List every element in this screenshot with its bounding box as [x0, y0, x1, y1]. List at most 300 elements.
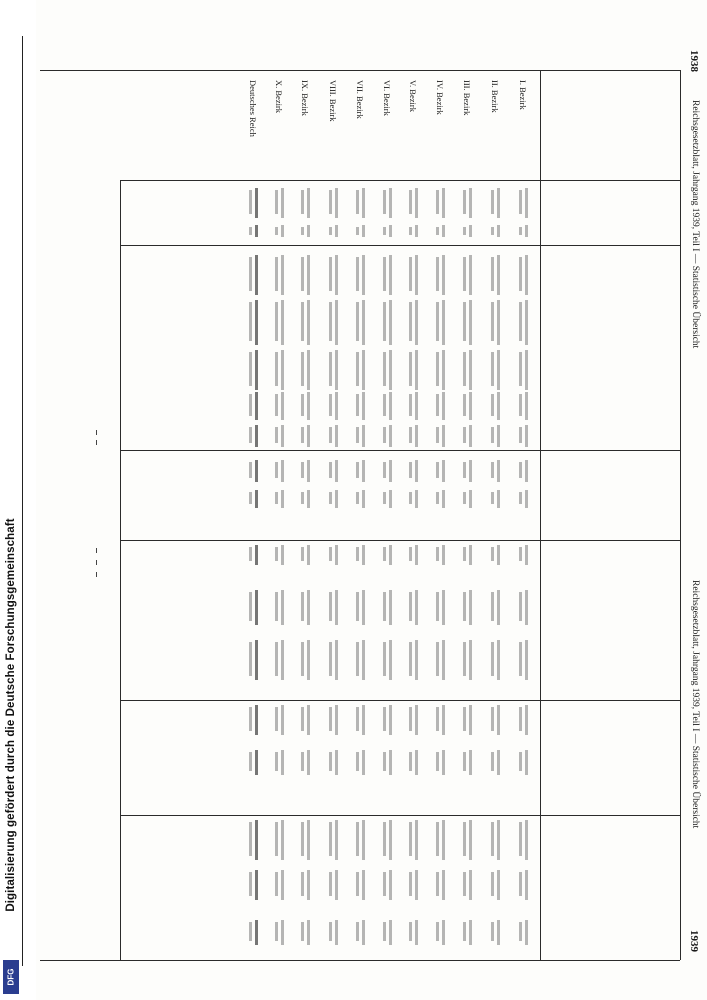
- table-cell: [389, 300, 392, 345]
- table-cell: [335, 750, 338, 775]
- table-cell: [463, 190, 466, 214]
- table-cell: [362, 705, 365, 735]
- table-cell: [281, 820, 284, 860]
- table-cell: [442, 870, 445, 900]
- table-cell: [356, 352, 359, 386]
- table-cell: [497, 392, 500, 420]
- table-cell: [335, 460, 338, 482]
- table-cell: [463, 922, 466, 941]
- table-cell: [255, 590, 258, 625]
- table-cell: [275, 427, 278, 443]
- table-cell: [307, 590, 310, 625]
- table-cell: [497, 225, 500, 237]
- margin-tick: [96, 440, 97, 445]
- table-cell: [307, 300, 310, 345]
- table-cell: [519, 257, 522, 291]
- table-cell: [469, 750, 472, 775]
- table-cell: [497, 705, 500, 735]
- table-cell: [356, 872, 359, 896]
- table-cell: [519, 592, 522, 621]
- table-cell: [275, 352, 278, 386]
- table-cell: [329, 707, 332, 731]
- table-cell: [469, 392, 472, 420]
- section-rule-4: [120, 540, 680, 541]
- table-cell: [519, 394, 522, 416]
- row-heading: X. Bezirk: [274, 80, 284, 114]
- table-cell: [249, 707, 252, 731]
- table-cell: [491, 352, 494, 386]
- table-cell: [409, 922, 412, 941]
- table-cell: [249, 227, 252, 235]
- table-cell: [275, 547, 278, 561]
- table-cell: [442, 350, 445, 390]
- table-cell: [463, 872, 466, 896]
- table-cell: [329, 492, 332, 504]
- table-cell: [362, 350, 365, 390]
- table-cell: [463, 822, 466, 856]
- table-cell: [275, 707, 278, 731]
- table-cell: [281, 870, 284, 900]
- table-cell: [519, 922, 522, 941]
- table-cell: [307, 820, 310, 860]
- table-cell: [362, 870, 365, 900]
- table-cell: [249, 592, 252, 621]
- table-cell: [415, 545, 418, 565]
- table-cell: [469, 300, 472, 345]
- table-cell: [249, 427, 252, 443]
- table-cell: [497, 300, 500, 345]
- table-cell: [409, 752, 412, 771]
- table-cell: [307, 705, 310, 735]
- table-cell: [362, 392, 365, 420]
- table-cell: [415, 870, 418, 900]
- table-cell: [301, 394, 304, 416]
- table-cell: [519, 352, 522, 386]
- table-cell: [356, 922, 359, 941]
- table-cell: [519, 872, 522, 896]
- table-cell: [491, 547, 494, 561]
- table-cell: [329, 394, 332, 416]
- table-cell: [249, 190, 252, 214]
- table-cell: [415, 590, 418, 625]
- table-cell: [362, 425, 365, 447]
- table-cell: [329, 922, 332, 941]
- table-cell: [469, 188, 472, 218]
- table-cell: [525, 425, 528, 447]
- table-cell: [389, 255, 392, 295]
- table-cell: [415, 350, 418, 390]
- table-cell: [389, 750, 392, 775]
- table-cell: [301, 547, 304, 561]
- table-cell: [307, 350, 310, 390]
- table-cell: [255, 820, 258, 860]
- stub-divider: [540, 70, 541, 960]
- table-cell: [383, 752, 386, 771]
- table-cell: [389, 225, 392, 237]
- table-cell: [409, 872, 412, 896]
- table-cell: [383, 492, 386, 504]
- table-cell: [491, 492, 494, 504]
- section-rule-5: [120, 700, 680, 701]
- table-cell: [415, 255, 418, 295]
- table-cell: [463, 642, 466, 676]
- margin-tick: [96, 560, 97, 565]
- table-cell: [491, 427, 494, 443]
- table-cell: [519, 752, 522, 771]
- table-cell: [415, 820, 418, 860]
- table-cell: [389, 350, 392, 390]
- table-cell: [335, 490, 338, 508]
- table-cell: [383, 642, 386, 676]
- table-cell: [335, 188, 338, 218]
- table-cell: [409, 822, 412, 856]
- row-heading: IX. Bezirk: [300, 80, 310, 116]
- table-cell: [409, 427, 412, 443]
- table-cell: [436, 462, 439, 478]
- table-cell: [519, 642, 522, 676]
- table-cell: [249, 642, 252, 676]
- table-cell: [491, 302, 494, 341]
- table-top-rule: [40, 70, 680, 71]
- table-cell: [469, 255, 472, 295]
- table-cell: [249, 922, 252, 941]
- row-heading: VII. Bezirk: [355, 80, 365, 119]
- table-cell: [383, 190, 386, 214]
- table-cell: [281, 920, 284, 945]
- row-heading: III. Bezirk: [462, 80, 472, 116]
- page-header-left: Reichsgesetzblatt, Jahrgang 1939, Teil I — Statistische Übersicht: [690, 100, 700, 349]
- table-cell: [389, 705, 392, 735]
- table-cell: [383, 822, 386, 856]
- table-cell: [519, 547, 522, 561]
- table-cell: [497, 870, 500, 900]
- table-cell: [442, 920, 445, 945]
- table-cell: [275, 642, 278, 676]
- table-cell: [436, 822, 439, 856]
- table-cell: [301, 190, 304, 214]
- table-cell: [415, 640, 418, 680]
- table-cell: [497, 188, 500, 218]
- table-cell: [255, 425, 258, 447]
- table-cell: [442, 820, 445, 860]
- table-cell: [255, 870, 258, 900]
- table-cell: [275, 872, 278, 896]
- table-cell: [491, 922, 494, 941]
- table-cell: [497, 750, 500, 775]
- table-cell: [525, 490, 528, 508]
- table-cell: [329, 872, 332, 896]
- table-cell: [463, 257, 466, 291]
- table-cell: [491, 872, 494, 896]
- section-rule-3: [120, 450, 680, 451]
- table-cell: [301, 462, 304, 478]
- table-cell: [329, 822, 332, 856]
- table-cell: [301, 752, 304, 771]
- table-cell: [301, 592, 304, 621]
- table-cell: [281, 425, 284, 447]
- table-cell: [491, 190, 494, 214]
- table-cell: [356, 302, 359, 341]
- table-cell: [383, 302, 386, 341]
- table-cell: [307, 392, 310, 420]
- table-cell: [436, 752, 439, 771]
- table-cell: [249, 462, 252, 478]
- table-cell: [307, 640, 310, 680]
- table-cell: [469, 460, 472, 482]
- table-cell: [409, 592, 412, 621]
- table-cell: [362, 820, 365, 860]
- table-cell: [255, 188, 258, 218]
- table-cell: [442, 460, 445, 482]
- table-cell: [442, 640, 445, 680]
- table-cell: [463, 492, 466, 504]
- table-cell: [389, 545, 392, 565]
- table-cell: [519, 707, 522, 731]
- table-cell: [469, 640, 472, 680]
- table-cell: [442, 300, 445, 345]
- table-cell: [335, 545, 338, 565]
- header-divider: [120, 180, 121, 960]
- table-cell: [436, 492, 439, 504]
- margin-rule: [22, 36, 23, 966]
- table-cell: [525, 350, 528, 390]
- table-cell: [301, 642, 304, 676]
- table-cell: [275, 752, 278, 771]
- page-number-right: 1939: [688, 930, 700, 952]
- table-cell: [249, 872, 252, 896]
- table-cell: [249, 547, 252, 561]
- table-cell: [275, 302, 278, 341]
- table-cell: [255, 705, 258, 735]
- table-cell: [409, 642, 412, 676]
- margin-tick: [96, 548, 97, 553]
- table-cell: [335, 425, 338, 447]
- table-cell: [497, 640, 500, 680]
- table-cell: [362, 545, 365, 565]
- row-heading: VI. Bezirk: [382, 80, 392, 116]
- row-heading: IV. Bezirk: [435, 80, 445, 115]
- table-cell: [525, 705, 528, 735]
- table-cell: [329, 752, 332, 771]
- table-cell: [383, 394, 386, 416]
- table-cell: [497, 490, 500, 508]
- table-cell: [307, 920, 310, 945]
- table-cell: [463, 752, 466, 771]
- table-cell: [491, 707, 494, 731]
- table-cell: [463, 707, 466, 731]
- table-cell: [463, 227, 466, 235]
- table-cell: [469, 545, 472, 565]
- table-cell: [329, 352, 332, 386]
- table-cell: [389, 425, 392, 447]
- table-cell: [362, 590, 365, 625]
- table-cell: [255, 225, 258, 237]
- table-cell: [497, 820, 500, 860]
- table-cell: [275, 592, 278, 621]
- section-rule-1: [120, 180, 680, 181]
- table-cell: [249, 752, 252, 771]
- table-cell: [362, 225, 365, 237]
- table-cell: [497, 460, 500, 482]
- table-cell: [409, 257, 412, 291]
- table-cell: [356, 257, 359, 291]
- table-cell: [383, 592, 386, 621]
- table-cell: [519, 427, 522, 443]
- table-cell: [249, 352, 252, 386]
- table-cell: [463, 394, 466, 416]
- table-cell: [442, 590, 445, 625]
- table-cell: [301, 302, 304, 341]
- table-cell: [519, 227, 522, 235]
- table-cell: [519, 302, 522, 341]
- table-cell: [255, 640, 258, 680]
- table-cell: [415, 920, 418, 945]
- table-cell: [436, 642, 439, 676]
- table-cell: [409, 302, 412, 341]
- table-cell: [255, 350, 258, 390]
- table-right-rule: [680, 70, 681, 960]
- table-cell: [329, 190, 332, 214]
- table-cell: [255, 255, 258, 295]
- table-cell: [469, 350, 472, 390]
- table-cell: [436, 190, 439, 214]
- table-cell: [249, 257, 252, 291]
- table-cell: [356, 752, 359, 771]
- table-cell: [525, 590, 528, 625]
- table-cell: [436, 872, 439, 896]
- table-cell: [442, 545, 445, 565]
- table-cell: [491, 642, 494, 676]
- table-cell: [389, 870, 392, 900]
- footer-strip: [0, 0, 22, 1000]
- dfg-logo-icon: [3, 960, 19, 994]
- table-cell: [415, 750, 418, 775]
- table-cell: [383, 922, 386, 941]
- table-cell: [436, 547, 439, 561]
- row-heading: I. Bezirk: [518, 80, 528, 110]
- row-heading: V. Bezirk: [408, 80, 418, 112]
- table-cell: [383, 352, 386, 386]
- table-cell: [356, 822, 359, 856]
- table-cell: [469, 870, 472, 900]
- table-cell: [356, 592, 359, 621]
- table-cell: [463, 302, 466, 341]
- table-cell: [525, 640, 528, 680]
- table-cell: [389, 820, 392, 860]
- table-cell: [519, 492, 522, 504]
- table-cell: [463, 592, 466, 621]
- table-cell: [362, 640, 365, 680]
- table-cell: [255, 920, 258, 945]
- table-cell: [415, 392, 418, 420]
- table-cell: [491, 257, 494, 291]
- table-cell: [469, 425, 472, 447]
- table-cell: [249, 394, 252, 416]
- table-cell: [249, 822, 252, 856]
- table-cell: [275, 227, 278, 235]
- table-cell: [442, 425, 445, 447]
- table-cell: [415, 425, 418, 447]
- table-cell: [409, 707, 412, 731]
- table-cell: [356, 427, 359, 443]
- table-cell: [335, 705, 338, 735]
- table-cell: [389, 590, 392, 625]
- table-cell: [301, 427, 304, 443]
- table-cell: [491, 822, 494, 856]
- table-cell: [497, 255, 500, 295]
- table-cell: [301, 822, 304, 856]
- table-cell: [442, 750, 445, 775]
- table-cell: [415, 490, 418, 508]
- table-cell: [307, 460, 310, 482]
- table-cell: [491, 752, 494, 771]
- table-cell: [362, 460, 365, 482]
- table-cell: [307, 750, 310, 775]
- table-cell: [415, 705, 418, 735]
- table-cell: [491, 592, 494, 621]
- table-cell: [255, 300, 258, 345]
- table-cell: [389, 188, 392, 218]
- table-cell: [463, 547, 466, 561]
- table-cell: [491, 227, 494, 235]
- margin-tick: [96, 430, 97, 435]
- table-cell: [497, 545, 500, 565]
- table-cell: [301, 257, 304, 291]
- table-cell: [409, 547, 412, 561]
- table-cell: [497, 590, 500, 625]
- table-cell: [525, 750, 528, 775]
- table-cell: [442, 705, 445, 735]
- table-cell: [525, 188, 528, 218]
- table-cell: [436, 592, 439, 621]
- section-rule-6: [120, 815, 680, 816]
- table-cell: [442, 490, 445, 508]
- table-cell: [249, 492, 252, 504]
- table-cell: [389, 920, 392, 945]
- table-cell: [409, 492, 412, 504]
- table-cell: [469, 490, 472, 508]
- table-cell: [436, 427, 439, 443]
- table-cell: [329, 462, 332, 478]
- table-cell: [307, 545, 310, 565]
- table-cell: [362, 188, 365, 218]
- table-cell: [383, 462, 386, 478]
- table-cell: [329, 302, 332, 341]
- table-cell: [356, 462, 359, 478]
- table-cell: [415, 460, 418, 482]
- table-cell: [255, 392, 258, 420]
- table-cell: [301, 352, 304, 386]
- table-cell: [409, 190, 412, 214]
- table-cell: [356, 642, 359, 676]
- table-cell: [335, 392, 338, 420]
- table-cell: [436, 352, 439, 386]
- table-cell: [281, 460, 284, 482]
- table-cell: [307, 225, 310, 237]
- table-cell: [275, 394, 278, 416]
- table-cell: [335, 590, 338, 625]
- table-cell: [389, 460, 392, 482]
- table-cell: [389, 490, 392, 508]
- table-bottom-rule: [40, 960, 680, 961]
- row-heading: VIII. Bezirk: [328, 80, 338, 122]
- table-cell: [329, 592, 332, 621]
- table-cell: [525, 820, 528, 860]
- table-cell: [469, 820, 472, 860]
- table-cell: [436, 394, 439, 416]
- table-cell: [275, 822, 278, 856]
- table-cell: [329, 257, 332, 291]
